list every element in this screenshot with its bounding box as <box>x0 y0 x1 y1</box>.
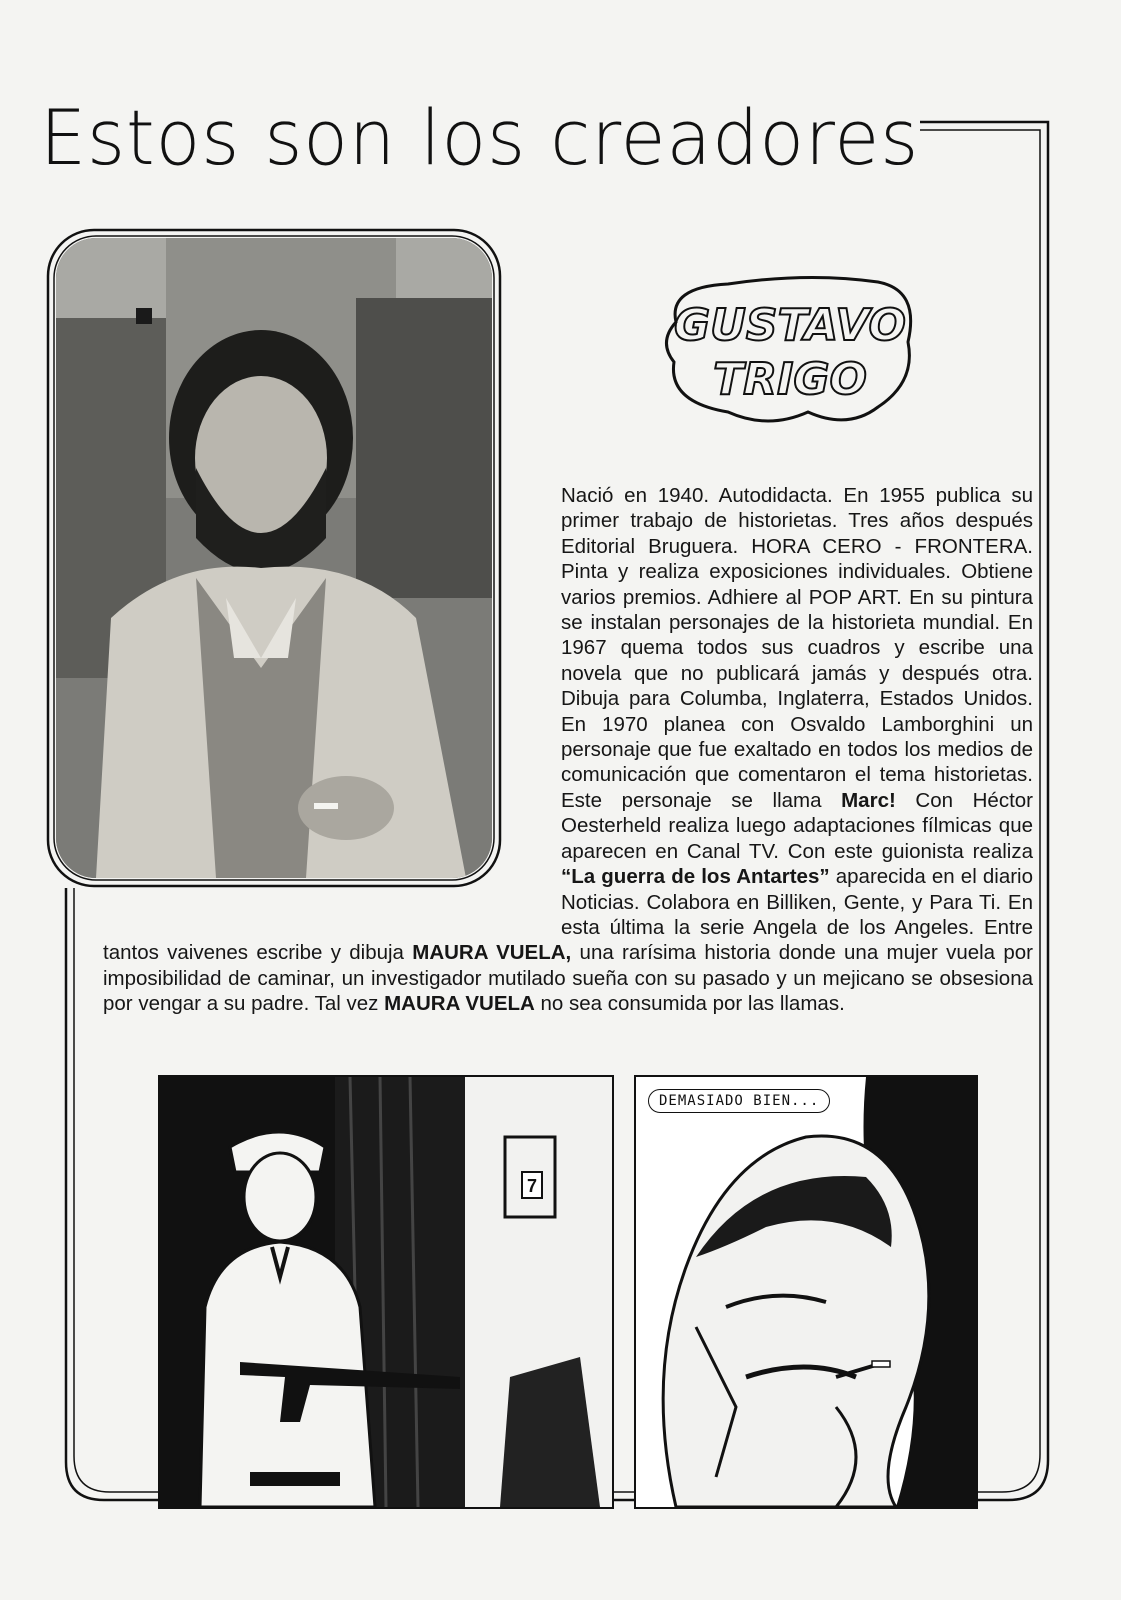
signature-logo <box>658 272 922 432</box>
comic-panel-smoker <box>634 1075 978 1509</box>
svg-text:TRIGO: TRIGO <box>713 354 867 405</box>
bio-part-2: Con Héctor Oesterheld realiza luego adaptaciones fílmicas que aparecen en Canal TV. Con este guionista realiza <box>561 788 1033 863</box>
bio-part-3: aparecida en el diario Noticias. Colabora en Billiken, Gente, y Para Ti. En esta última la serie Angela de los Angeles. Entre tantos vaivenes escribe y dibuja <box>103 865 1034 965</box>
bio-bold-marc: Marc! <box>841 788 896 812</box>
bio-part-1: Nació en 1940. Autodidacta. En 1955 publica su primer trabajo de historietas. Tres años después Editorial Bruguera. HORA CERO - FRONTERA. Pinta y realiza exposiciones individuales. Obtiene varios premios. Adhiere al POP ART. En su pintura se instalan personajes de la historieta mundial. En 1967 quema todos sus cuadros y escribe una novela que no publicará jamás y después otra. Dibuja para Columba, Inglaterra, Estados Unidos. En 1970 planea con Osvaldo Lamborghini un personaje que fue exaltado en todos los medios de comunicación que comentaron el tema historietas. Este personaje se llama <box>561 484 1033 812</box>
bio-bold-maura-1: MAURA VUELA, <box>412 941 572 965</box>
bio-bold-guerra: “La guerra de los Antartes” <box>561 865 830 889</box>
bio-part-4: una rarísima historia donde una mujer vuela por imposibilidad de caminar, un investigador mutilado sueña con su pasado y un mejicano se obsesiona por vengar a su padre. Tal vez <box>103 941 1033 1016</box>
door-number: 7 <box>526 1176 538 1196</box>
bio-part-5: no sea consumida por las llamas. <box>534 992 845 1016</box>
speech-bubble: DEMASIADO BIEN... <box>648 1089 830 1113</box>
page-title: Estos son los creadores <box>40 93 920 182</box>
biography-text <box>103 483 1033 1017</box>
comic-panel-gunman <box>158 1075 614 1509</box>
bio-bold-maura-2: MAURA VUELA <box>384 992 535 1016</box>
svg-text:GUSTAVO: GUSTAVO <box>674 300 906 351</box>
